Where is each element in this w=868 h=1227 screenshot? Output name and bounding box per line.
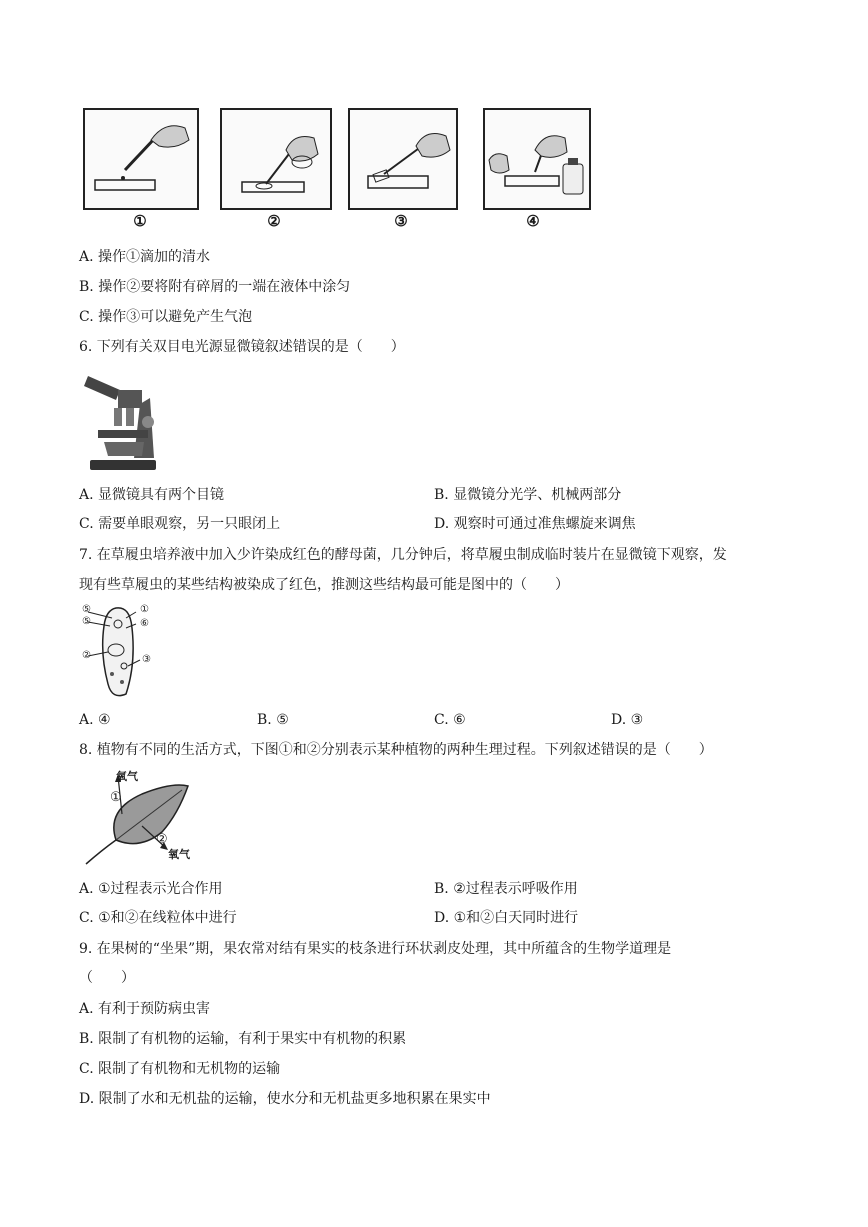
microscope-figure (84, 368, 162, 472)
q8-option-d: D. ①和②白天同时进行 (434, 910, 579, 926)
paramecium-label-5a: ⑤ (82, 604, 91, 615)
q7-stem-line2: 现有些草履虫的某些结构被染成了红色，推测这些结构最可能是图中的（ ） (79, 577, 569, 593)
leaf-label-1: ① (110, 790, 122, 805)
forceps-drawing (350, 110, 456, 208)
q6-option-a: A. 显微镜具有两个目镜 (79, 487, 225, 503)
staining-drawing (485, 110, 589, 208)
toothpick-drawing (222, 110, 330, 208)
q8-option-b: B. ②过程表示呼吸作用 (434, 881, 578, 897)
q6-option-b: B. 显微镜分光学、机械两部分 (434, 487, 622, 503)
leaf-figure (82, 770, 192, 866)
q8-stem: 8. 植物有不同的生活方式，下图①和②分别表示某种植物的两种生理过程。下列叙述错误的是（ ） (79, 742, 713, 758)
panel-label-4: ④ (526, 212, 540, 230)
paramecium-label-3: ③ (142, 654, 151, 665)
operation-panel-1 (83, 108, 199, 210)
q8-option-a: A. ①过程表示光合作用 (79, 881, 223, 897)
operation-panel-2 (220, 108, 332, 210)
paramecium-label-6: ⑥ (140, 618, 149, 629)
panel-label-3: ③ (394, 212, 408, 230)
paramecium-label-5b: ⑤ (82, 616, 91, 627)
q8-option-c: C. ①和②在线粒体中进行 (79, 910, 237, 926)
q9-stem-line2: （ ） (79, 970, 135, 986)
paramecium-label-2: ② (82, 650, 91, 661)
operation-panel-4 (483, 108, 591, 210)
q9-stem-line1: 9. 在果树的“坐果”期，果农常对结有果实的枝条进行环状剥皮处理，其中所蕴含的生物学道理是 (79, 941, 672, 957)
q5-option-b: B. 操作②要将附有碎屑的一端在液体中涂匀 (79, 279, 351, 295)
q6-option-c: C. 需要单眼观察，另一只眼闭上 (79, 516, 281, 532)
leaf-label-oxygen-top: 氧气 (116, 770, 138, 783)
q9-option-a: A. 有利于预防病虫害 (79, 1001, 211, 1017)
q6-stem: 6. 下列有关双目电光源显微镜叙述错误的是（ ） (79, 339, 405, 355)
q7-option-c: C. ⑥ (434, 712, 466, 728)
q9-option-c: C. 限制了有机物和无机物的运输 (79, 1061, 281, 1077)
microscope-drawing (84, 368, 162, 472)
panel-label-1: ① (133, 212, 147, 230)
q6-option-d: D. 观察时可通过准焦螺旋来调焦 (434, 516, 636, 532)
leaf-label-2: ② (156, 832, 168, 847)
operation-panel-3 (348, 108, 458, 210)
q7-option-a: A. ④ (79, 712, 111, 728)
q7-option-b: B. ⑤ (257, 712, 289, 728)
operation-figure (80, 108, 590, 238)
q9-option-d: D. 限制了水和无机盐的运输，使水分和无机盐更多地积累在果实中 (79, 1091, 491, 1107)
q7-option-d: D. ③ (611, 712, 644, 728)
q9-option-b: B. 限制了有机物的运输，有利于果实中有机物的积累 (79, 1031, 407, 1047)
q5-option-a: A. 操作①滴加的清水 (79, 249, 211, 265)
paramecium-drawing (82, 604, 162, 700)
panel-label-2: ② (267, 212, 281, 230)
q7-stem-line1: 7. 在草履虫培养液中加入少许染成红色的酵母菌，几分钟后，将草履虫制成临时装片在显微镜下观察，发 (79, 547, 727, 563)
paramecium-figure (82, 604, 162, 700)
paramecium-label-1: ① (140, 604, 149, 615)
q5-option-c: C. 操作③可以避免产生气泡 (79, 309, 253, 325)
dropper-drawing (85, 110, 197, 208)
leaf-label-oxygen-bottom: 氧气 (168, 848, 190, 861)
